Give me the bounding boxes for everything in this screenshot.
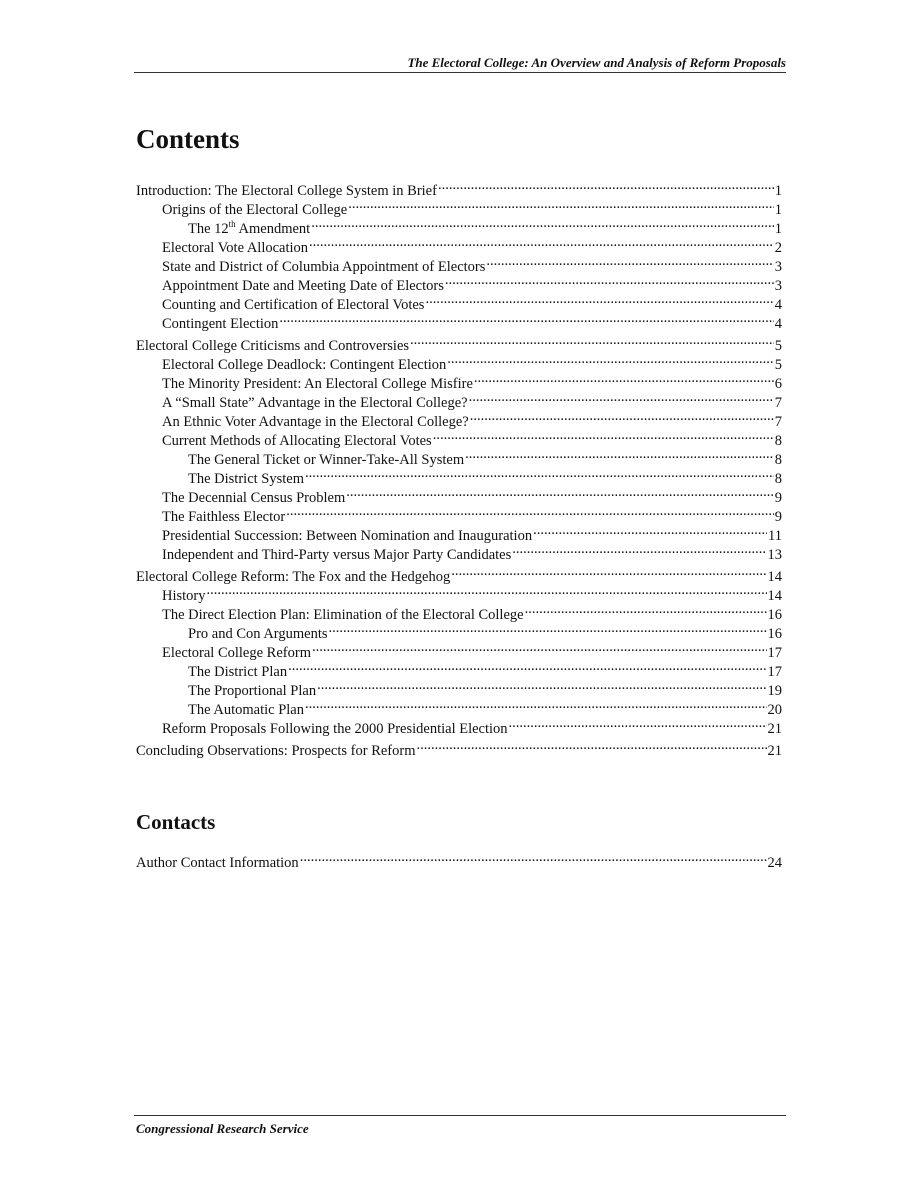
table-of-contents	[136, 176, 782, 759]
toc-entry-title: The Proportional Plan	[188, 683, 317, 699]
toc-page-number: 8	[774, 433, 782, 449]
toc-entry-title: History	[162, 588, 206, 604]
dot-leader	[533, 521, 767, 540]
header-divider	[134, 72, 786, 73]
dot-leader	[425, 290, 773, 309]
dot-leader	[445, 271, 774, 290]
toc-page-number: 2	[774, 240, 782, 256]
toc-entry-title: Electoral College Deadlock: Contingent Election	[162, 357, 447, 373]
toc-entry-title: The Automatic Plan	[188, 702, 304, 718]
toc-page-number: 17	[767, 645, 782, 661]
toc-page-number: 4	[774, 316, 782, 332]
toc-page-number: 24	[767, 855, 782, 871]
toc-page-number: 6	[774, 376, 782, 392]
toc-entry-title: Contingent Election	[162, 316, 279, 332]
dot-leader	[447, 350, 773, 369]
toc-page-number: 17	[767, 664, 782, 680]
toc-page-number: 21	[767, 743, 782, 759]
toc-entry[interactable]	[136, 600, 782, 623]
toc-page-number: 21	[767, 721, 782, 737]
dot-leader	[465, 445, 774, 464]
dot-leader	[311, 214, 774, 233]
toc-page-number: 1	[774, 183, 782, 199]
toc-entry-title: Electoral College Criticisms and Controversies	[136, 338, 410, 354]
toc-entry-title: Concluding Observations: Prospects for Reform	[136, 743, 416, 759]
dot-leader	[305, 464, 774, 483]
toc-entry-title: An Ethnic Voter Advantage in the Electoral College?	[162, 414, 469, 430]
toc-page-number: 1	[774, 202, 782, 218]
dot-leader	[288, 657, 766, 676]
dot-leader	[438, 176, 774, 195]
toc-entry-title: The District Plan	[188, 664, 288, 680]
toc-entry-title: Author Contact Information	[136, 855, 299, 871]
toc-page-number: 5	[774, 357, 782, 373]
footer-divider	[134, 1115, 786, 1116]
dot-leader	[348, 195, 774, 214]
dot-leader	[309, 233, 774, 252]
toc-page-number: 14	[767, 569, 782, 585]
toc-entry-title: The Faithless Elector	[162, 509, 286, 525]
toc-page-number: 9	[774, 490, 782, 506]
dot-leader	[509, 714, 767, 733]
toc-entry-title: Counting and Certification of Electoral Votes	[162, 297, 425, 313]
toc-entry-title: Origins of the Electoral College	[162, 202, 348, 218]
toc-entry-title: The Direct Election Plan: Elimination of the Electoral College	[162, 607, 524, 623]
dot-leader	[525, 600, 767, 619]
toc-page-number: 11	[768, 528, 782, 544]
dot-leader	[474, 369, 774, 388]
toc-page-number: 5	[774, 338, 782, 354]
dot-leader	[470, 407, 774, 426]
dot-leader	[417, 736, 767, 755]
dot-leader	[329, 619, 767, 638]
toc-page-number: 8	[774, 452, 782, 468]
toc-entry[interactable]	[136, 176, 782, 199]
dot-leader	[346, 483, 774, 502]
toc-page-number: 13	[767, 547, 782, 563]
contents-title: Contents	[136, 124, 240, 154]
toc-entry-title: The 12th Amendment	[188, 219, 311, 237]
toc-page-number: 3	[774, 278, 782, 294]
toc-entry-title: The General Ticket or Winner-Take-All System	[188, 452, 465, 468]
dot-leader	[486, 252, 773, 271]
toc-page-number: 19	[767, 683, 782, 699]
toc-page-number: 16	[767, 626, 782, 642]
dot-leader	[305, 695, 767, 714]
dot-leader	[279, 309, 773, 328]
toc-entry-title: The Decennial Census Problem	[162, 490, 346, 506]
toc-entry-title: Electoral Vote Allocation	[162, 240, 309, 256]
dot-leader	[300, 848, 767, 867]
dot-leader	[312, 638, 767, 657]
dot-leader	[512, 540, 766, 559]
toc-page-number: 9	[774, 509, 782, 525]
toc-entry-title: Electoral College Reform	[162, 645, 311, 661]
toc-entry-title: Reform Proposals Following the 2000 Presidential Election	[162, 721, 508, 737]
toc-entry-title: Independent and Third-Party versus Major Party Candidates	[162, 547, 512, 563]
dot-leader	[410, 331, 774, 350]
toc-entry-title: A “Small State” Advantage in the Electoral College?	[162, 395, 468, 411]
toc-page-number: 7	[774, 395, 782, 411]
dot-leader	[451, 562, 766, 581]
toc-entry-title: Electoral College Reform: The Fox and the Hedgehog	[136, 569, 451, 585]
toc-page-number: 4	[774, 297, 782, 313]
running-header-title: The Electoral College: An Overview and Analysis of Reform Proposals	[407, 55, 786, 70]
dot-leader	[207, 581, 767, 600]
dot-leader	[433, 426, 774, 445]
dot-leader	[469, 388, 774, 407]
contacts-title: Contacts	[136, 810, 216, 834]
toc-page-number: 16	[767, 607, 782, 623]
toc-page-number: 7	[774, 414, 782, 430]
toc-entry-title: The Minority President: An Electoral College Misfire	[162, 376, 473, 392]
toc-entry-title: Presidential Succession: Between Nomination and Inauguration	[162, 528, 533, 544]
toc-entry[interactable]	[136, 848, 782, 871]
toc-page-number: 14	[767, 588, 782, 604]
toc-page-number: 20	[767, 702, 782, 718]
toc-page-number: 1	[774, 221, 782, 237]
toc-entry-title: Appointment Date and Meeting Date of Electors	[162, 278, 444, 294]
toc-entry-title: Current Methods of Allocating Electoral Votes	[162, 433, 432, 449]
contacts-list	[136, 848, 782, 871]
footer-publisher: Congressional Research Service	[136, 1121, 309, 1136]
toc-entry-title: Introduction: The Electoral College System in Brief	[136, 183, 437, 199]
toc-entry-title: State and District of Columbia Appointment of Electors	[162, 259, 486, 275]
toc-page-number: 8	[774, 471, 782, 487]
toc-page-number: 3	[774, 259, 782, 275]
dot-leader	[317, 676, 766, 695]
toc-entry-title: The District System	[188, 471, 304, 487]
toc-entry[interactable]	[136, 581, 782, 604]
dot-leader	[286, 502, 774, 521]
toc-entry-title: Pro and Con Arguments	[188, 626, 328, 642]
